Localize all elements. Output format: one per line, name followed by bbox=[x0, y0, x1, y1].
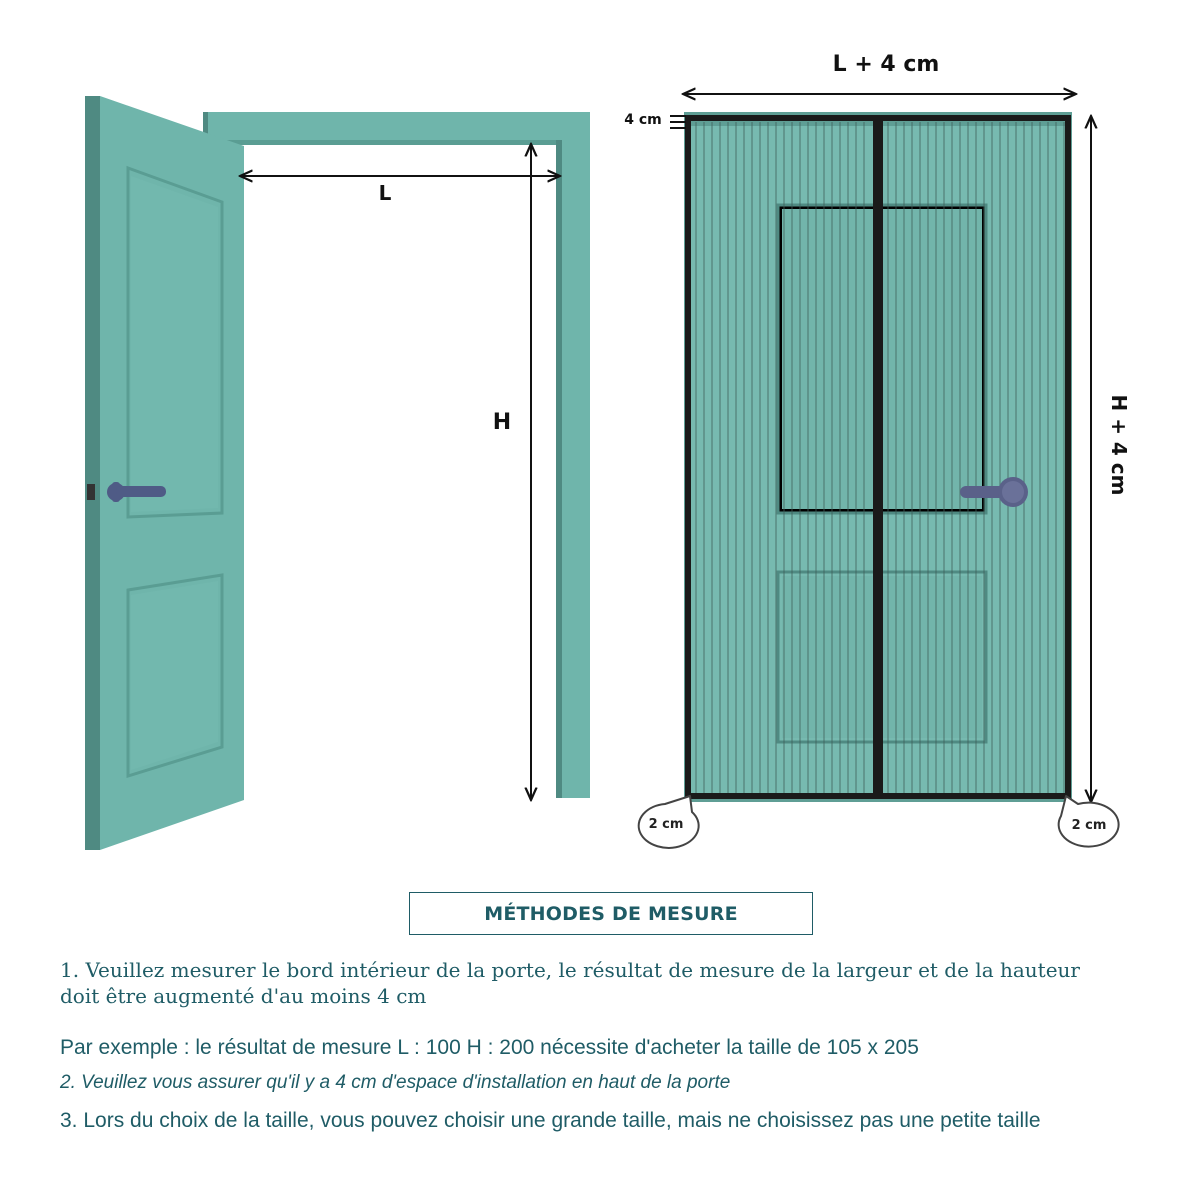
door-upper-panel bbox=[128, 168, 222, 517]
left-overlap-bubble bbox=[639, 796, 699, 848]
left-overlap-label: 2 cm bbox=[648, 817, 684, 832]
width-label: L bbox=[378, 181, 392, 205]
screen-height-dimension-arrow bbox=[1091, 116, 1131, 802]
screen-width-label: L + 4 cm bbox=[832, 52, 940, 77]
height-label: H bbox=[492, 410, 512, 435]
step-3-text: 3. Lors du choix de la taille, vous pouvez choisir une grande taille, mais ne choisissez pas une petite taille bbox=[60, 1109, 1041, 1132]
screen-width-dimension-arrow bbox=[683, 52, 1076, 94]
step-1-text: 1. Veuillez mesurer le bord intérieur de la porte, le résultat de mesure de la largeur et de la hauteur doit être augmenté d'au moins 4 cm bbox=[60, 958, 1080, 1008]
top-gap-marker bbox=[624, 112, 686, 128]
methods-title: MÉTHODES DE MESURE bbox=[409, 892, 813, 935]
height-dimension-arrow bbox=[493, 144, 531, 800]
example-text: Par exemple : le résultat de mesure L : 100 H : 200 nécessite d'acheter la taille de 105 x 205 bbox=[60, 1036, 919, 1059]
step-2-text: 2. Veuillez vous assurer qu'il y a 4 cm d'espace d'installation en haut de la porte bbox=[60, 1072, 731, 1093]
screen-height-label: H + 4 cm bbox=[1107, 394, 1131, 496]
width-dimension-arrow bbox=[240, 176, 560, 205]
screened-door bbox=[684, 112, 1072, 802]
top-gap-label: 4 cm bbox=[624, 112, 662, 128]
door-lower-panel bbox=[128, 575, 222, 776]
open-door bbox=[85, 96, 244, 850]
right-overlap-bubble bbox=[1059, 796, 1119, 847]
right-overlap-label: 2 cm bbox=[1071, 818, 1107, 833]
